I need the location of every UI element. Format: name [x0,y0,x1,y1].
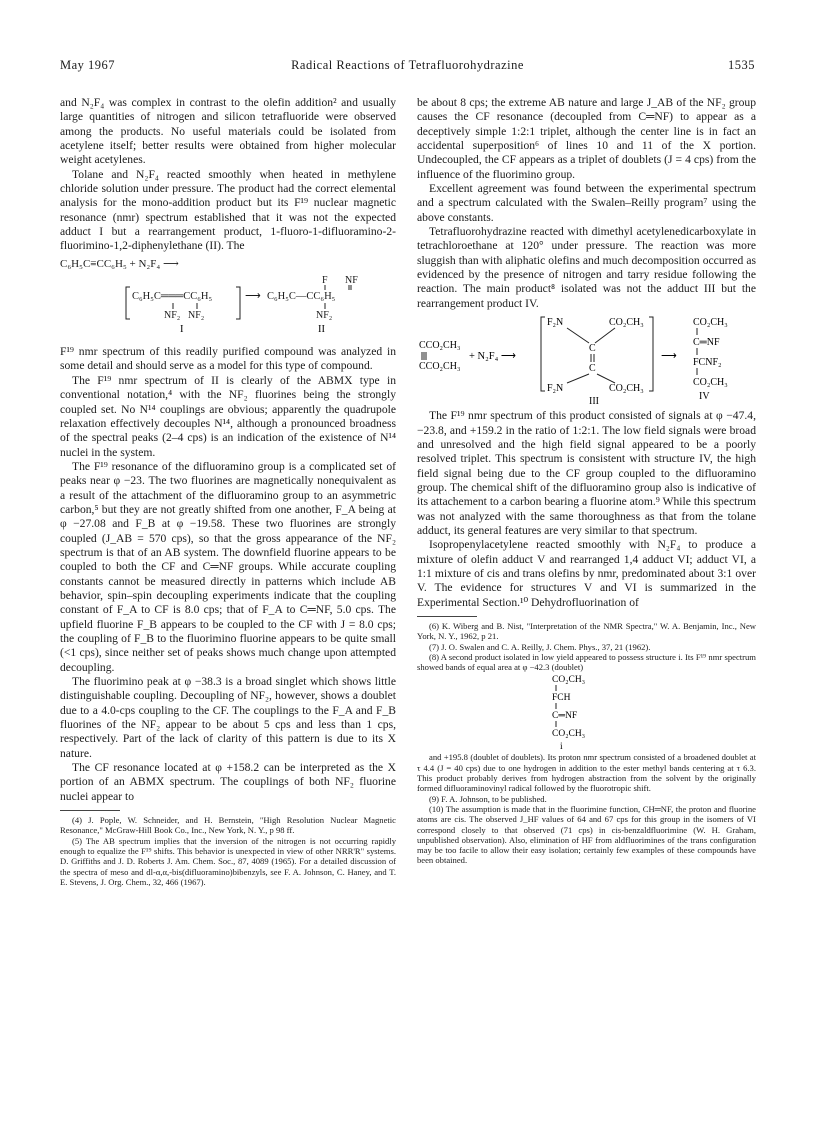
label-I: I [180,324,184,336]
label-II: II [318,324,325,336]
equation-tolane: C₆H₅C≡CC₆H₅ + N₂F₄ ⟶ [60,257,179,270]
svg-text:⟶: ⟶ [245,290,261,303]
paragraph: F¹⁹ nmr spectrum of this readily purified compound was analyzed in some detail and should serve as a model for this type of compound. [60,345,396,373]
struct-i-line-3: C═NF [552,711,578,722]
iii-bottom-right: CO₂CH₃ [609,383,644,395]
footnote-9: (9) F. A. Johnson, to be published. [429,793,547,804]
footnote-5: (5) The AB spectrum implies that the inversion of the nitrogen is not occurring rapidly enough to equalize the F¹⁹ shifts. This behavior is unexpected in view of other NRR'R" systems. D. Griffiths and J. D. Roberts J. Am. Chem. Soc., 87, 4089 (1965). For a detailed discussion of the spectra of meso and dl-α,α,-bis(difluoramino)bibenzyls, see F. A. Johnson, C. Haney, and T. E. Stevens, J. Org. Chem., 32, 466 (1967). [60,835,396,887]
struct-i-line-4: CO₂CH₃ [552,729,586,740]
svg-text:NF₂: NF₂ [188,310,205,322]
paragraph: Isopropenylacetylene reacted smoothly with N₂F₄ to produce a mixture of olefin adduct V and rearranged 1,4 adduct VI; adduct VI, a 1:1 mixture of cis and trans olefins by nmr, predominated about 3:1 over V. The evidence for structures V and VI is summarized in the Experimental Section.¹⁰ Dehydrofluorination of [417,538,756,609]
struct-i-line-1: CO₂CH₃ [552,675,586,686]
paragraph: The F¹⁹ resonance of the difluoramino group is a complicated set of peaks near φ −23. The two fluorines are magnetically nonequivalent as a result of the attachment of the difluoramino group to an asymmetric carbon,⁵ but they are not greatly shifted from one another, F_A being at φ −27.08 and F_B at φ −19.58. These two fluorines are strongly coupled (J_AB = 570 cps), so that the gross appearance of the NF₂ spectrum is that of an AB system. The downfield fluorine appears to be coupled to both the CF and C═NF groups. While accurate coupling constants cannot be measured directly in patterns which include AB behavior, spin–spin decoupling experiments indicate that the coupling constant of F_A to CF is 8.0 cps; that of F_A to C═NF, 5.0 cps. The upfield fluorine F_B appears to be coupled to the CF with J = 8.0 cps; the coupling of F_B to the fluorimino fluorine appears to be quite small (<1 cps), since neither set of peaks shows much change upon attempted decoupling. [60,459,396,674]
structure-i-drawing [417,672,756,752]
footnote-10: (10) The assumption is made that in the fluorimine function, CH═NF, the proton and fluorine atoms are cis. The observed J_HF values of 64 and 67 cps for this group in the isomers of VI correspond closely to that observed (71 cps) in cis-benzaldfluorimine (W. H. Graham, unpublished observation). Also, elimination of HF from aldfluorimines of the trans configuration may be too facile to allow their easy isolation; certainly few examples of these compounds have been obtained. [417,803,756,866]
header-title: Radical Reactions of Tetrafluorohydrazine [291,58,524,72]
paragraph: The CF resonance located at φ +158.2 can be interpreted as the X portion of an ABMX spectrum. The couplings of both NF₂ fluorine nuclei appear to [60,761,396,803]
iii-carbon-2: C [589,363,596,375]
iii-carbon-1: C [589,343,596,355]
left-column [60,96,396,887]
footnote-4: (4) J. Pople, W. Schneider, and H. Bernstein, "High Resolution Nuclear Magnetic Resonance," McGraw-Hill Book Co., Inc., New York, N. Y., p 98 ff. [60,815,396,836]
struct-i-line-2: FCH [552,693,571,704]
scheme-1 [60,275,396,345]
iv-line-4: CO₂CH₃ [693,377,728,389]
running-header [60,58,755,78]
paragraph: The fluorimino peak at φ −38.3 is a broad singlet which shows little distinguishable coupling. Decoupling of NF₂, however, shows a doublet due to a 4.0-cps coupling to the CF. The couplings to the F_A and F_B fluorines of the NF₂ appear to be about 5 cps and less than 1 cps, respectively. Part of the lack of clarity of this pattern is due to its X nature. [60,675,396,760]
paragraph: Tetrafluorohydrazine reacted with dimethyl acetylenedicarboxylate in tetrachloroethane at 120° under pressure. The reaction was more sluggish than with aliphatic olefins and much decomposition occurred as evidenced by the presence of nitrogen and tarry residue following the reaction. The main product⁸ isolated was not the adduct III but the rearrangement product IV. [417,225,756,310]
paragraph: The F¹⁹ nmr spectrum of this product consisted of signals at φ −47.4, −23.8, and +159.2 in the ratio of 1:2:1. The low field signals were broad and unresolved and the high field signal appeared to be a poorly resolved triplet. This spectrum is consistent with structure IV, the high field signal being due to the CF group coupled to the difluoramino group. The chemical shift of the difluoramino group also is indicative of its attachement to a carbon bearing a fluorine atom.⁹ While this spectrum was not analyzed with the same thoroughness as that from the tolane adduct, its general features are very similar to that spectrum. [417,409,756,537]
svg-text:F: F [322,275,328,287]
paragraph: The F¹⁹ nmr spectrum of II is clearly of the ABMX type in conventional notation,⁴ with the NF₂ fluorines being the strongly coupled set. No N¹⁴ couplings are obvious; apparently the quadrupole relaxation effectively decouples N¹⁴, although a pronounced broadness of the spectral peaks (2–4 cps) is an indication of the existence of N¹⁴ nuclei in the system. [60,373,396,459]
label-IV: IV [699,391,710,403]
svg-text:NF: NF [345,275,358,287]
reactant-top: CCO₂CH₃ [419,340,461,352]
svg-text:NF₂: NF₂ [316,310,333,322]
footnote-6: (6) K. Wiberg and B. Nist, "Interpretation of the NMR Spectra," W. A. Benjamin, Inc., New York, N. Y., 1962, p 21. [417,620,756,642]
footnote-8: (8) A second product isolated in low yield appeared to possess structure i. Its F¹⁹ nmr spectrum showed bands of equal area at φ −42.3 (doublet) [417,651,756,673]
svg-text:C₆H₅C═══CC₆H₅: C₆H₅C═══CC₆H₅ [132,291,213,303]
reagent-arrow: + N₂F₄ ⟶ [469,351,516,363]
struct-i-label: i [560,742,563,753]
paragraph: be about 8 cps; the extreme AB nature and large J_AB of the NF₂ group causes the CF resonance (decoupled from C═NF) to appear as a deceptively simple 1:2:1 triplet, although the center line is in fact an accidental superposition⁶ of lines 10 and 11 of the X portion. Undecoupled, the CF appears as a triplet of doublets (J = 4 cps) from the influence of the fluorimino group. [417,96,756,181]
paragraph: and N₂F₄ was complex in contrast to the olefin addition² and usually large quantities of nitrogen and silicon tetrafluoride were observed among the products. No useful materials could be isolated from acetylene itself; better results were obtained from higher molecular weight acetylenes. [60,96,396,167]
structure-i [417,672,756,752]
svg-text:⟶: ⟶ [661,350,677,363]
iv-line-3: FCNF₂ [693,357,722,369]
svg-text:NF₂: NF₂ [164,310,181,322]
iv-line-1: CO₂CH₃ [693,317,728,329]
iii-top-right: CO₂CH₃ [609,317,644,329]
scheme-1-drawing [60,275,396,345]
footnote-7: (7) J. O. Swalen and C. A. Reilly, J. Chem. Phys., 37, 21 (1962). [429,641,651,652]
right-column [417,96,756,866]
reactant-bottom: CCO₂CH₃ [419,361,461,373]
footnote-8-cont: and +195.8 (doublet of doublets). Its proton nmr spectrum consisted of a broadened doublet at τ 4.4 (J = 40 cps) due to one hydrogen in addition to the ester methyl bands centering at τ 6.3. This product probably derives from hydrogen abstraction from the solvent by the originally formed difluoraminovinyl radical followed by the fluorotropic shift. [417,752,756,794]
iv-line-2: C═NF [693,337,720,349]
header-date: May 1967 [60,58,116,72]
paragraph: Tolane and N₂F₄ reacted smoothly when heated in methylene chloride solution under pressure. The product had the correct elemental analysis for the mono-addition product but its F¹⁹ nuclear magnetic resonance (nmr) spectrum established that it was not the expected adduct I but a rearrangement product, 1-fluoro-1-difluoramino-2-fluorimino-1,2-diphenylethane (II). The [60,167,396,253]
scheme-2-drawing [417,311,756,409]
paragraph: Excellent agreement was found between the experimental spectrum and a spectrum calculated with the Swalen–Reilly program⁷ using the above constants. [417,182,756,224]
footnote-separator [417,616,477,617]
svg-text:C₆H₅C—CC₆H₅: C₆H₅C—CC₆H₅ [267,291,336,303]
page-number: 1535 [728,58,755,72]
footnote-separator [60,810,120,811]
label-III: III [589,396,599,408]
iii-bottom-left: F₂N [547,383,564,395]
scheme-2 [417,311,756,409]
iii-top-left: F₂N [547,317,564,329]
